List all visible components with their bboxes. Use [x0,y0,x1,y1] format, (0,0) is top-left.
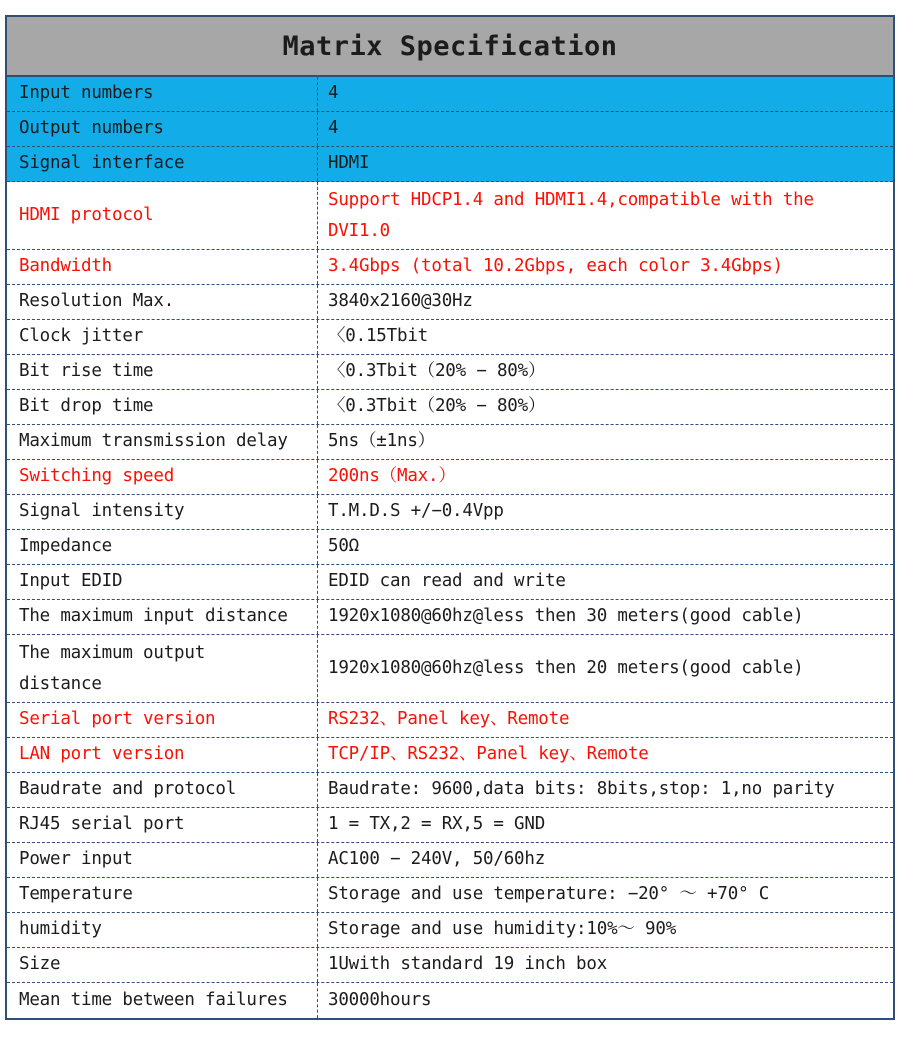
row-label: LAN port version [19,744,185,765]
table-row [7,843,893,878]
row-value: Storage and use temperature: −20° ～ +70° C [328,884,770,905]
table-row [7,112,893,147]
row-value: 3.4Gbps (total 10.2Gbps, each color 3.4Gbps) [328,256,783,277]
row-label: RJ45 serial port [19,814,185,835]
row-value-line: DVI1.0 [328,220,391,241]
table-row [7,738,893,773]
row-value: 1920x1080@60hz@less then 20 meters(good cable) [328,657,804,678]
row-value: RS232、Panel key、Remote [328,709,570,730]
row-value: 50Ω [328,536,360,557]
table-row [7,390,893,425]
table-row [7,703,893,738]
table-row [7,913,893,948]
row-value: HDMI [328,153,370,174]
table-body [7,77,893,1018]
page-title: Matrix Specification [282,30,618,62]
row-value: 200ns（Max.） [328,466,456,487]
row-value: 1920x1080@60hz@less then 30 meters(good cable) [328,606,804,627]
row-label: Size [19,954,61,975]
row-value: Storage and use humidity:10%～ 90% [328,919,677,940]
row-value: 30000hours [328,989,432,1010]
table-header [7,17,893,77]
table-row [7,983,893,1018]
row-label: The maximum input distance [19,606,288,627]
row-label: HDMI protocol [19,204,154,225]
row-label: Output numbers [19,118,164,139]
row-value: 1 = TX,2 = RX,5 = GND [328,814,546,835]
table-row [7,635,893,703]
table-row [7,250,893,285]
table-row [7,285,893,320]
table-row [7,600,893,635]
row-label: Clock jitter [19,326,144,347]
row-label: Bandwidth [19,256,113,277]
row-label: Power input [19,849,133,870]
row-value: 1Uwith standard 19 inch box [328,954,608,975]
row-value-line: Support HDCP1.4 and HDMI1.4,compatible with the [328,189,814,210]
row-value: 4 [328,118,339,139]
row-label: Bit rise time [19,361,154,382]
table-row [7,320,893,355]
row-label: Baudrate and protocol [19,779,237,800]
row-label: humidity [19,919,102,940]
table-row [7,878,893,913]
row-label-line: The maximum output [19,642,206,663]
table-row [7,495,893,530]
table-row [7,565,893,600]
row-label: Signal intensity [19,501,185,522]
table-row [7,808,893,843]
row-value: 3840x2160@30Hz [328,291,473,312]
table-row [7,460,893,495]
row-label: Mean time between failures [19,989,288,1010]
table-row [7,355,893,390]
row-value: 〈0.3Tbit（20% − 80%） [328,396,546,417]
row-value: EDID can read and write [328,571,566,592]
row-label: Bit drop time [19,396,154,417]
table-row [7,773,893,808]
table-row [7,425,893,460]
row-value [318,182,893,249]
row-label: Serial port version [19,709,216,730]
table-row [7,182,893,250]
table-row [7,77,893,112]
row-value: 4 [328,83,339,104]
row-value: Baudrate: 9600,data bits: 8bits,stop: 1,no parity [328,779,835,800]
row-label: Input numbers [19,83,154,104]
matrix-specification-table [5,15,895,1020]
table-row [7,147,893,182]
row-label: Impedance [19,536,113,557]
row-value: 5ns（±1ns） [328,431,435,452]
table-row [7,948,893,983]
row-label: Maximum transmission delay [19,431,288,452]
row-value: 〈0.15Tbit [328,326,428,347]
row-label: Input EDID [19,571,123,592]
row-value: T.M.D.S +/−0.4Vpp [328,501,504,522]
table-row [7,530,893,565]
row-label: Temperature [19,884,133,905]
row-label: Resolution Max. [19,291,175,312]
row-label: Switching speed [19,466,175,487]
row-label-line: distance [19,673,102,694]
row-label [7,635,317,702]
row-value: TCP/IP、RS232、Panel key、Remote [328,744,649,765]
row-label: Signal interface [19,153,185,174]
row-value: AC100 − 240V, 50/60hz [328,849,546,870]
row-value: 〈0.3Tbit（20% − 80%） [328,361,546,382]
